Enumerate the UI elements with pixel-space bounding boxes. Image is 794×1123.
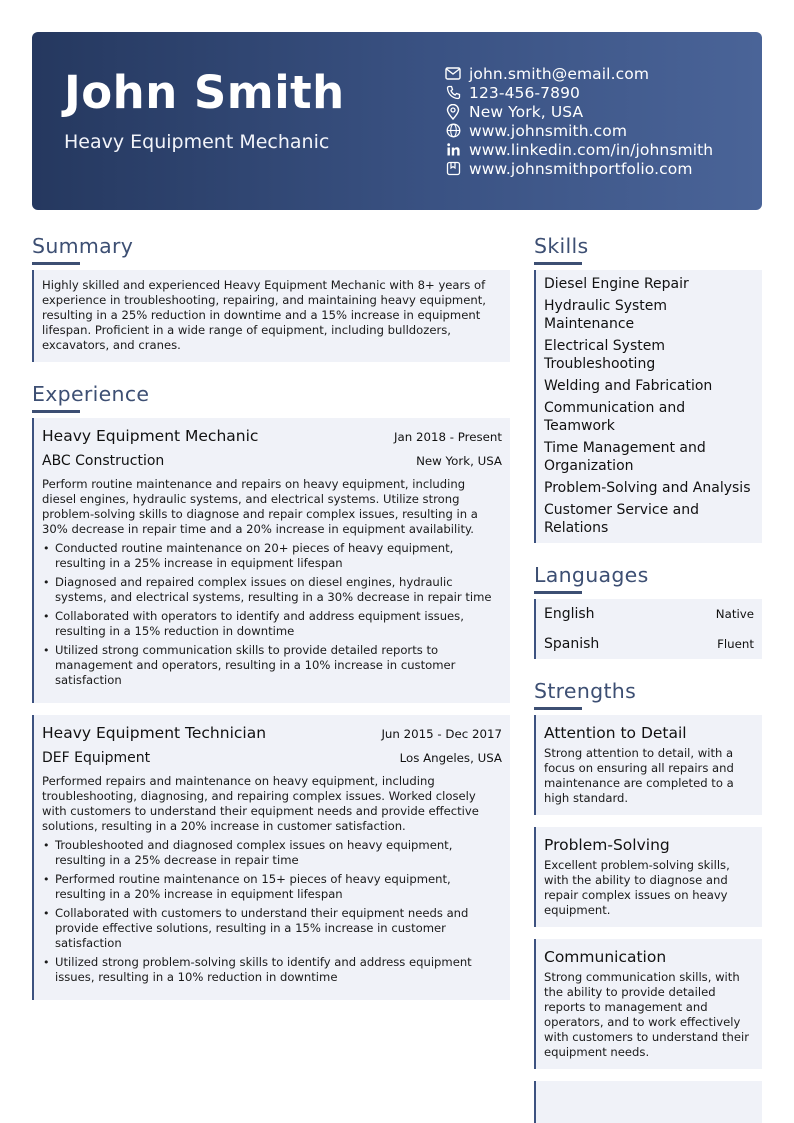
languages-heading-rule [534, 591, 582, 594]
contact-phone-text: 123-456-7890 [469, 83, 581, 102]
strength-card [534, 715, 762, 815]
strengths-section [534, 677, 762, 1123]
strength-card [534, 827, 762, 927]
linkedin-icon [444, 142, 462, 158]
experience-section [32, 380, 510, 1000]
contact-location [444, 102, 713, 121]
languages-heading: Languages [534, 563, 649, 587]
left-column [32, 232, 510, 1000]
skills-card [534, 270, 762, 543]
experience-heading: Experience [32, 382, 150, 406]
achievement-item: • Troubleshooted and diagnosed complex issues on heavy equipment, resulting in a 25% decrease in repair time [42, 838, 502, 868]
strength-title: Problem-Solving [544, 836, 670, 854]
strengths-heading-rule [534, 707, 582, 710]
candidate-name: John Smith [64, 66, 345, 119]
contact-list [444, 64, 713, 178]
job-location: New York, USA [416, 454, 502, 468]
language-level: Native [715, 607, 754, 621]
job-role: Heavy Equipment Mechanic [42, 427, 259, 445]
skill-item: Welding and Fabrication [544, 378, 713, 394]
job-dates: Jun 2015 - Dec 2017 [381, 727, 502, 741]
job-dates: Jan 2018 - Present [394, 430, 502, 444]
contact-location-text: New York, USA [469, 102, 584, 121]
job-company: ABC Construction [42, 453, 165, 469]
skills-heading-rule [534, 262, 582, 265]
right-column [534, 232, 762, 1123]
job-achievements [42, 541, 502, 688]
language-name: Spanish [544, 636, 600, 652]
experience-entry [32, 418, 510, 703]
phone-icon [444, 85, 462, 101]
strength-title: Communication [544, 948, 667, 966]
language-name: English [544, 606, 595, 622]
summary-section [32, 232, 510, 362]
achievement-item: • Collaborated with customers to understand their equipment needs and provide effective solutions, resulting in a 15% increase in customer satisfaction [42, 906, 502, 951]
language-level: Fluent [717, 637, 754, 651]
contact-phone[interactable] [444, 83, 713, 102]
strength-title: Attention to Detail [544, 724, 687, 742]
achievement-item: • Performed routine maintenance on 15+ pieces of heavy equipment, resulting in a 20% increase in equipment lifespan [42, 872, 502, 902]
strength-description: Strong communication skills, with the ability to provide detailed reports to management and operators, and to work effectively with customers to understand their equipment needs. [544, 970, 749, 1059]
language-row [534, 629, 762, 659]
skills-heading: Skills [534, 234, 589, 258]
globe-icon [444, 123, 462, 139]
experience-entry [32, 715, 510, 1000]
skill-item: Diesel Engine Repair [544, 276, 689, 292]
contact-email[interactable] [444, 64, 713, 83]
skills-section [534, 232, 762, 543]
achievement-item: • Utilized strong communication skills to provide detailed reports to management and operators, resulting in a 10% increase in customer satisfaction [42, 643, 502, 688]
skill-item: Electrical System Troubleshooting [544, 338, 666, 372]
skill-item: Hydraulic System Maintenance [544, 298, 668, 332]
strength-description: Excellent problem-solving skills, with the ability to diagnose and repair complex issues on heavy equipment. [544, 858, 730, 917]
job-location: Los Angeles, USA [399, 751, 502, 765]
skill-item: Communication and Teamwork [544, 400, 686, 434]
contact-website-text: www.johnsmith.com [469, 121, 628, 140]
contact-portfolio-text: www.johnsmithportfolio.com [469, 159, 693, 178]
resume-header [32, 32, 762, 210]
achievement-item: • Collaborated with operators to identify and address equipment issues, resulting in a 15% reduction in downtime [42, 609, 502, 639]
summary-heading: Summary [32, 234, 134, 258]
skill-item: Problem-Solving and Analysis [544, 480, 751, 496]
job-description: Performed repairs and maintenance on heavy equipment, including troubleshooting, diagnosing, and repairing complex issues. Worked closely with customers to understand their equipment needs and provide effective solutions, resulting in a 20% increase in customer satisfaction. [42, 774, 479, 833]
language-row [534, 599, 762, 629]
languages-section [534, 561, 762, 659]
mail-icon [444, 66, 462, 82]
contact-portfolio[interactable] [444, 159, 713, 178]
skill-item: Time Management and Organization [544, 440, 706, 474]
job-role: Heavy Equipment Technician [42, 724, 267, 742]
contact-linkedin-text: www.linkedin.com/in/johnsmith [469, 140, 714, 159]
strengths-heading: Strengths [534, 679, 637, 703]
contact-linkedin[interactable] [444, 140, 713, 159]
strength-card [534, 939, 762, 1069]
job-company: DEF Equipment [42, 750, 151, 766]
portfolio-icon [444, 161, 462, 177]
contact-email-text: john.smith@email.com [469, 64, 650, 83]
achievement-item: • Conducted routine maintenance on 20+ pieces of heavy equipment, resulting in a 25% increase in equipment lifespan [42, 541, 502, 571]
summary-text: Highly skilled and experienced Heavy Equipment Mechanic with 8+ years of experience in troubleshooting, repairing, and maintaining heavy equipment, resulting in a 25% reduction in downtime and a 15% increase in equipment lifespan. Proficient in a wide range of equipment, including bulldozers, excavators, and cranes. [42, 278, 486, 352]
achievement-item: • Diagnosed and repaired complex issues on diesel engines, hydraulic systems, and electrical systems, resulting in a 30% decrease in repair time [42, 575, 502, 605]
achievement-item: • Utilized strong problem-solving skills to identify and address equipment issues, resulting in a 10% reduction in downtime [42, 955, 502, 985]
skill-item: Customer Service and Relations [544, 502, 699, 536]
job-achievements [42, 838, 502, 985]
job-description: Perform routine maintenance and repairs on heavy equipment, including diesel engines, hydraulic systems, and electrical systems. Utilize strong problem-solving skills to diagnose and repair complex issues, resulting in a 30% decrease in repair time and a 20% increase in equipment availability. [42, 477, 478, 536]
strength-description: Strong attention to detail, with a focus on ensuring all repairs and maintenance are completed to a high standard. [544, 746, 734, 805]
contact-website[interactable] [444, 121, 713, 140]
strength-card-partial [534, 1081, 762, 1123]
summary-heading-rule [32, 262, 80, 265]
summary-card [32, 270, 510, 362]
experience-heading-rule [32, 410, 80, 413]
candidate-title: Heavy Equipment Mechanic [64, 131, 330, 153]
location-pin-icon [444, 104, 462, 120]
languages-card [534, 599, 762, 659]
